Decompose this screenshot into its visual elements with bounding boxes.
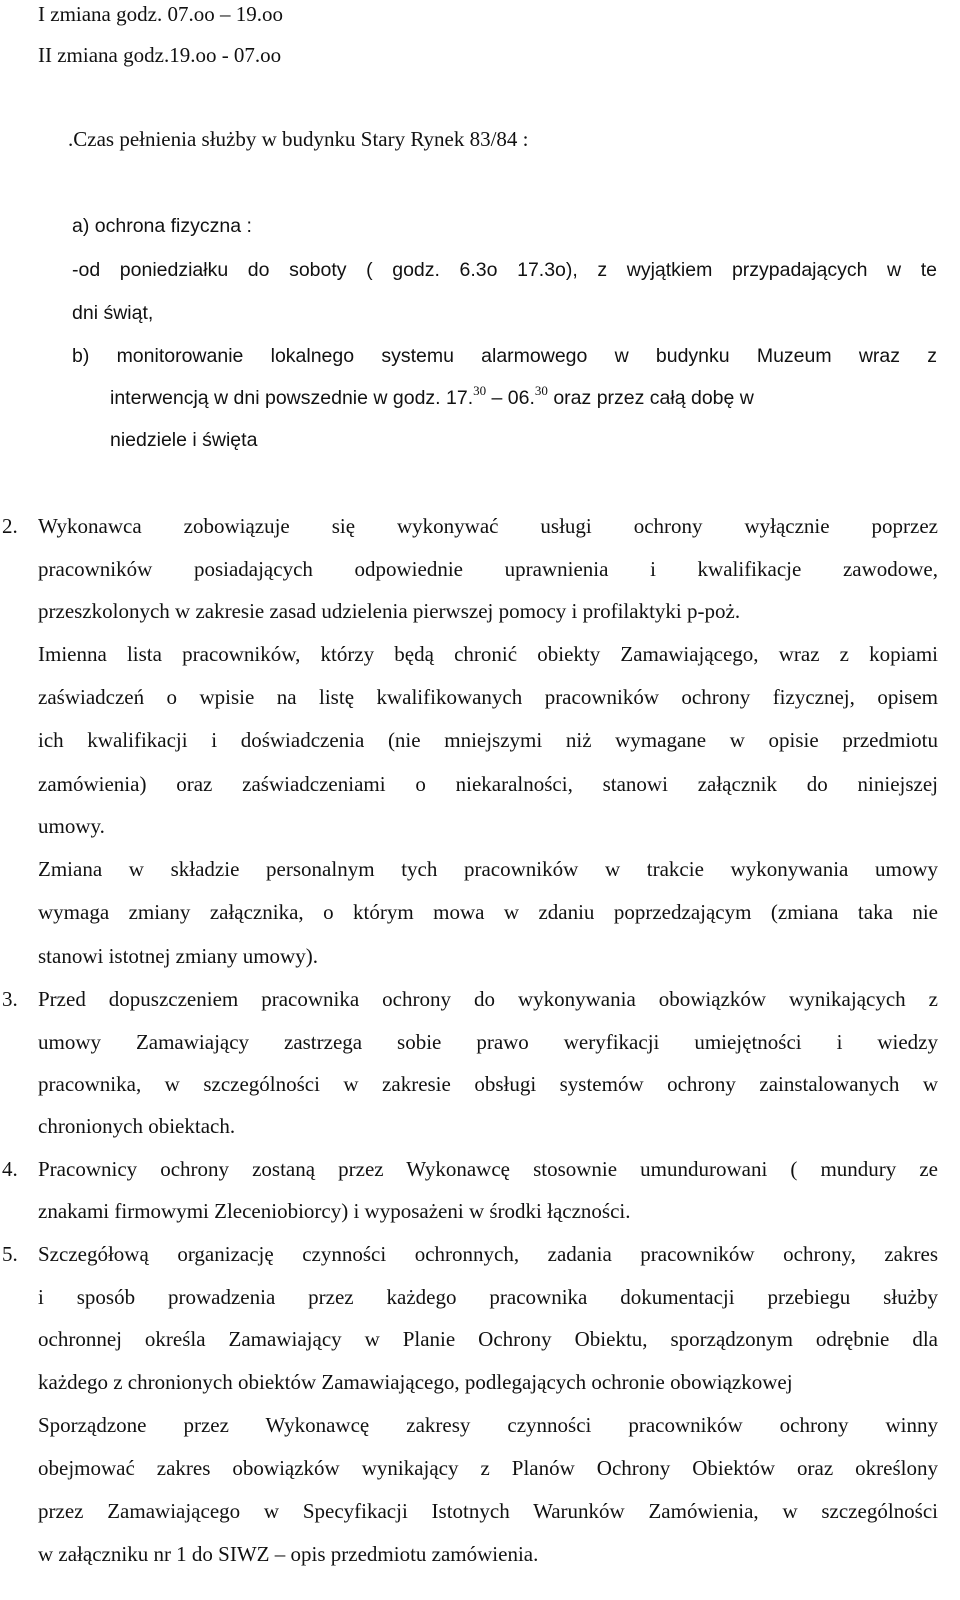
section-5-line: przez Zamawiającego w Specyfikacji Istotnych Warunków Zamówienia, w szczególności	[38, 1499, 938, 1523]
section-2-number: 2.	[2, 514, 18, 538]
item-a-line-1: -od poniedziałku do soboty ( godz. 6.3o 17.3o), z wyjątkiem przypadających w te	[72, 259, 937, 281]
section-5-line: Szczegółową organizację czynności ochronnych, zadania pracowników ochrony, zakres	[38, 1242, 938, 1266]
item-b-time-superscript-2: 30	[534, 383, 548, 398]
section-4-line: Pracownicy ochrony zostaną przez Wykonawcę stosownie umundurowani ( mundury ze	[38, 1157, 938, 1181]
section-2-line: zamówienia) oraz zaświadczeniami o niekaralności, stanowi załącznik do niniejszej	[38, 772, 938, 796]
item-a-line-2: dni świąt,	[72, 302, 154, 324]
section-2-line: pracowników posiadających odpowiednie uprawnienia i kwalifikacje zawodowe,	[38, 557, 938, 581]
item-a-label: a) ochrona fizyczna :	[72, 215, 252, 237]
section-3-line: Przed dopuszczeniem pracownika ochrony do wykonywania obowiązków wynikających z	[38, 987, 938, 1011]
service-time-heading: .Czas pełnienia służby w budynku Stary Rynek 83/84 :	[68, 127, 529, 151]
shift-second-line: II zmiana godz.19.oo - 07.oo	[38, 43, 282, 67]
item-b-line-2-part-c: oraz przez całą dobę w	[547, 387, 754, 409]
item-b-line-3: niedziele i święta	[110, 429, 258, 451]
section-5-line: ochronnej określa Zamawiający w Planie Ochrony Obiektu, sporządzonym odrębnie dla	[38, 1327, 938, 1351]
section-2-line: stanowi istotnej zmiany umowy).	[38, 944, 318, 968]
section-5-line: obejmować zakres obowiązków wynikający z Planów Ochrony Obiektów oraz określony	[38, 1456, 938, 1480]
section-3-line: chronionych obiektach.	[38, 1114, 236, 1138]
section-2-line: umowy.	[38, 814, 105, 838]
section-3-line: pracownika, w szczególności w zakresie obsługi systemów ochrony zainstalowanych w	[38, 1072, 938, 1096]
item-b-time-superscript-1: 30	[473, 383, 487, 398]
section-5-line: w załączniku nr 1 do SIWZ – opis przedmiotu zamówienia.	[38, 1542, 539, 1566]
section-5-line: każdego z chronionych obiektów Zamawiającego, podlegających ochronie obowiązkowej	[38, 1370, 793, 1394]
section-2-line: wymaga zmiany załącznika, o którym mowa w zdaniu poprzedzającym (zmiana taka nie	[38, 900, 938, 924]
section-2-line: Wykonawca zobowiązuje się wykonywać usługi ochrony wyłącznie poprzez	[38, 514, 938, 538]
section-2-line: ich kwalifikacji i doświadczenia (nie mniejszymi niż wymagane w opisie przedmiotu	[38, 728, 938, 752]
section-2-line: zaświadczeń o wpisie na listę kwalifikowanych pracowników ochrony fizycznej, opisem	[38, 685, 938, 709]
item-b-line-2-part-b: – 06.	[486, 387, 535, 409]
section-5-line: i sposób prowadzenia przez każdego pracownika dokumentacji przebiegu służby	[38, 1285, 938, 1309]
section-2-line: Zmiana w składzie personalnym tych pracowników w trakcie wykonywania umowy	[38, 857, 938, 881]
section-4-number: 4.	[2, 1157, 18, 1181]
section-5-line: Sporządzone przez Wykonawcę zakresy czynności pracowników ochrony winny	[38, 1413, 938, 1437]
section-2-line: przeszkolonych w zakresie zasad udzielenia pierwszej pomocy i profilaktyki p-poż.	[38, 599, 741, 623]
item-b-line-1: b) monitorowanie lokalnego systemu alarmowego w budynku Muzeum wraz z	[72, 345, 937, 367]
section-3-line: umowy Zamawiający zastrzega sobie prawo weryfikacji umiejętności i wiedzy	[38, 1030, 938, 1054]
item-b-line-2	[110, 384, 754, 414]
section-4-line: znakami firmowymi Zleceniobiorcy) i wyposażeni w środki łączności.	[38, 1199, 631, 1223]
section-2-line: Imienna lista pracowników, którzy będą chronić obiekty Zamawiającego, wraz z kopiami	[38, 642, 938, 666]
section-3-number: 3.	[2, 987, 18, 1011]
shift-first-line: I zmiana godz. 07.oo – 19.oo	[38, 2, 283, 26]
item-b-line-2-part-a: interwencją w dni powszednie w godz. 17.	[110, 387, 474, 409]
section-5-number: 5.	[2, 1242, 18, 1266]
